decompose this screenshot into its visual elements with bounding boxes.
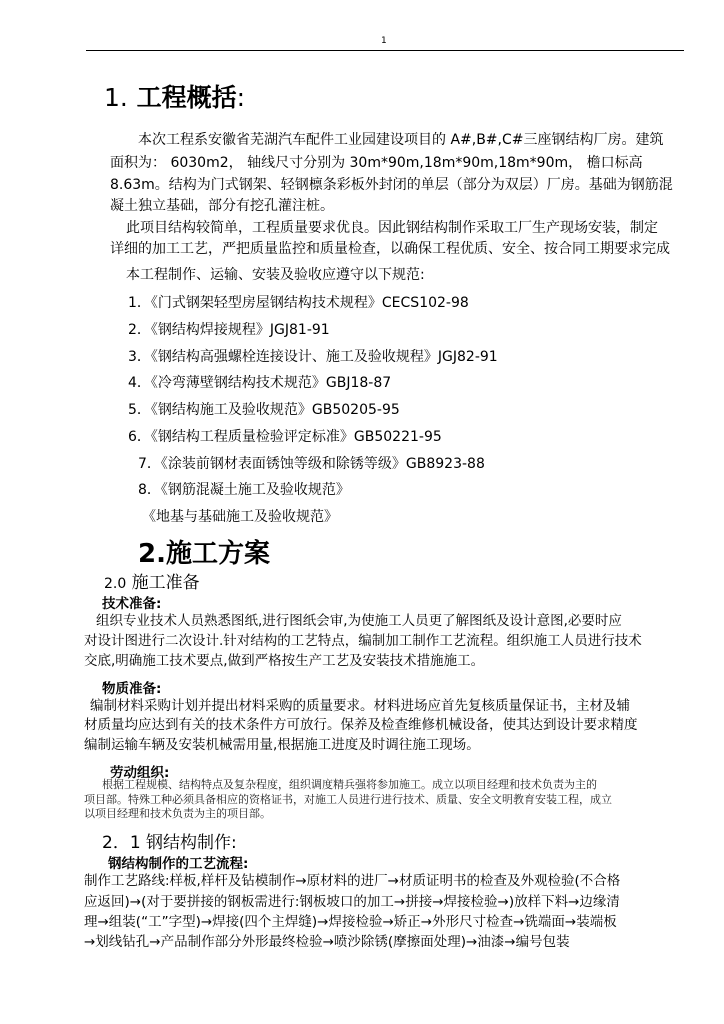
standard-item: 4．《冷弯薄壁钢结构技术规范》GBJ18-87 <box>128 375 392 391</box>
material-heading: 物质准备: <box>102 681 162 697</box>
section-1-title: 工程概括 <box>136 83 237 112</box>
process-line-1: 制作工艺路线:样板,样杆及钻模制作→原材料的进厂→材质证明书的检查及外观检验(不合格 <box>84 873 621 889</box>
tech-line-1: 组织专业技术人员熟悉图纸,进行图纸会审,为使施工人员更了解图纸及设计意图,必要时应 <box>96 613 622 629</box>
subsection-2-1 <box>102 828 237 853</box>
section-2-title: 2.施工方案 <box>138 539 270 569</box>
para1-line-3: 8.63m。结构为门式钢架、轻钢檩条彩板外封闭的单层（部分为双层）厂房。基础为钢筋混 <box>110 177 673 193</box>
process-line-3: 理→组装(“工”字型)→焊接(四个主焊缝)→焊接检验→矫正→外形尺寸检查→铣端面→装端板 <box>84 914 617 930</box>
process-heading: 钢结构制作的工艺流程: <box>108 856 249 872</box>
labor-line-3: 以项目经理和技术负责为主的项目部。 <box>84 807 271 820</box>
tech-line-3: 交底,明确施工技术要点,做到严格按生产工艺及安装技术措施施工。 <box>84 653 485 669</box>
para3: 本工程制作、运输、安装及验收应遵守以下规范: <box>126 267 425 283</box>
standard-item: 1．《门式钢架轻型房屋钢结构技术规程》CECS102-98 <box>128 295 469 311</box>
standard-item: 3．《钢结构高强螺栓连接设计、施工及验收规程》JGJ82-91 <box>128 349 498 365</box>
section-1-number: 1. <box>104 83 128 112</box>
standard-item: 《地基与基础施工及验收规范》 <box>142 509 338 525</box>
material-line-3: 编制运输车辆及安装机械需用量,根据施工进度及时调往施工现场。 <box>84 737 480 753</box>
para1-line-2: 面积为： 6030m2， 轴线尺寸分别为 30m*90m,18m*90m,18m*90m， 檐口标高 <box>110 155 643 171</box>
subsection-2-0 <box>104 568 200 593</box>
standard-item: 7．《涂装前钢材表面锈蚀等级和除锈等级》GB8923-88 <box>138 456 485 472</box>
standard-item: 6．《钢结构工程质量检验评定标准》GB50221-95 <box>128 429 442 445</box>
tech-line-2: 对设计图进行二次设计.针对结构的工艺特点，编制加工制作工艺流程。组织施工人员进行技术 <box>84 633 642 649</box>
page-number: 1 <box>381 36 387 46</box>
para2-line-1: 此项目结构较简单，工程质量要求优良。因此钢结构制作采取工厂生产现场安装，制定 <box>126 220 658 236</box>
labor-line-1: 根据工程规模、结构特点及复杂程度，组织调度精兵强将参加施工。成立以项目经理和技术负责为主的 <box>102 778 597 791</box>
section-1-colon: : <box>236 83 246 112</box>
section-1-heading <box>104 78 245 114</box>
process-line-4: →划线钻孔→产品制作部分外形最终检验→喷沙除锈(摩擦面处理)→油漆→编号包装 <box>84 934 570 950</box>
subsection-2-1-title: 钢结构制作: <box>146 833 237 853</box>
tech-heading: 技术准备: <box>102 596 162 612</box>
para2-line-2: 详细的加工工艺，严把质量监控和质量检查，以确保工程优质、安全、按合同工期要求完成 <box>110 241 670 257</box>
standard-item: 8．《钢筋混凝土施工及验收规范》 <box>138 482 350 498</box>
standard-item: 5．《钢结构施工及验收规范》GB50205-95 <box>128 402 400 418</box>
material-line-1: 编制材料采购计划并提出材料采购的质量要求。材料进场应首先复核质量保证书，主材及辅 <box>90 698 630 714</box>
header-rule <box>86 50 684 51</box>
para1-line-1: 本次工程系安徽省芜湖汽车配件工业园建设项目的 A#,B#,C#三座钢结构厂房。建筑 <box>138 132 664 148</box>
para1-line-4: 凝土独立基础，部分有挖孔灌注桩。 <box>110 198 334 214</box>
subsection-2-0-title: 施工准备 <box>131 573 200 593</box>
subsection-2-0-number: 2.0 <box>104 576 127 592</box>
labor-heading: 劳动组织: <box>110 765 170 781</box>
standard-item: 2．《钢结构焊接规程》JGJ81-91 <box>128 322 330 338</box>
process-line-2: 应返回)→(对于要拼接的钢板需进行:钢板坡口的加工→拼接→焊接检验→)放样下料→边缘清 <box>84 894 620 910</box>
labor-line-2: 项目部。特殊工种必须具备相应的资格证书，对施工人员进行进行技术、质量、安全文明教育安装工程，成立 <box>84 793 612 806</box>
material-line-2: 材质量均应达到有关的技术条件方可放行。保养及检查维修机械设备，使其达到设计要求精度 <box>84 717 638 733</box>
subsection-2-1-number: 2．1 <box>102 833 141 853</box>
